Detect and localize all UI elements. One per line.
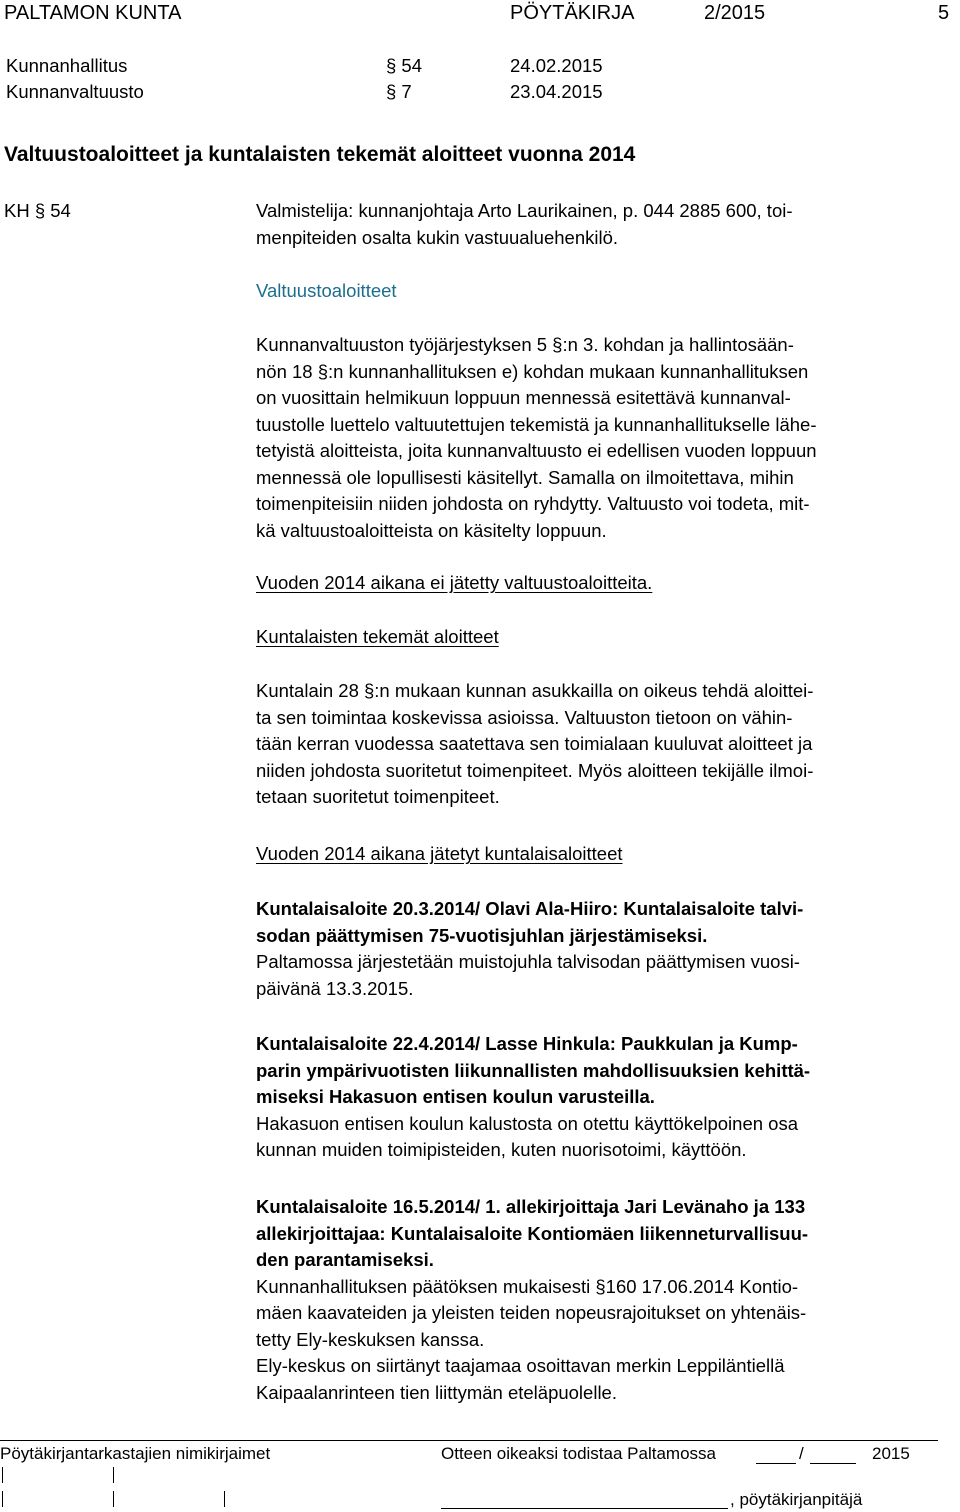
initiative-title-line: parin ympärivuotisten liikunnallisten mahdollisuuksien kehittä- xyxy=(256,1059,811,1081)
footer-month-blank xyxy=(810,1463,856,1464)
footer-certification-label: Otteen oikeaksi todistaa Paltamossa xyxy=(441,1444,716,1463)
initiative-body-line: Kaipaalanrinteen tien liittymän eteläpuolelle. xyxy=(256,1381,617,1403)
text-line: on vuosittain helmikuun loppuun mennessä esitettävä kunnanval- xyxy=(256,387,791,408)
text-line: tään kerran vuodessa saatettava sen toimialaan kuuluvat aloitteet ja xyxy=(256,733,813,754)
ref-date-1: 24.02.2015 xyxy=(510,55,603,76)
initials-mark xyxy=(113,1467,114,1483)
footer-divider xyxy=(0,1440,938,1441)
initiative-body-line: Ely-keskus on siirtänyt taajamaa osoittavan merkin Leppiläntiellä xyxy=(256,1355,785,1376)
council-initiatives-paragraph xyxy=(256,332,956,544)
text-line: menpiteiden osalta kukin vastuualuehenkilö. xyxy=(256,226,619,248)
initials-mark xyxy=(113,1491,114,1507)
initiative-title-line: den parantamiseksi. xyxy=(256,1249,434,1270)
resident-initiatives-paragraph xyxy=(256,678,956,811)
council-initiatives-note: Vuoden 2014 aikana ei jätetty valtuustoaloitteita. xyxy=(256,572,653,593)
initiative-body-line: Kunnanhallituksen päätöksen mukaisesti §160 17.06.2014 Kontio- xyxy=(256,1275,799,1297)
footer-day-blank xyxy=(756,1463,796,1464)
ref-body-2: Kunnanvaltuusto xyxy=(6,81,144,102)
ref-section-1: § 54 xyxy=(386,55,423,76)
doc-number: 2/2015 xyxy=(704,2,766,24)
initiative-body-line: kunnan muiden toimipisteiden, kuten nuorisotoimi, käyttöön. xyxy=(256,1139,747,1160)
section-heading-council-initiatives: Valtuustoaloitteet xyxy=(256,280,397,301)
text-line: ta sen toimintaa koskevissa asioissa. Valtuuston tietoon on vähin- xyxy=(256,706,793,728)
text-line: tetaan suoritetut toimenpiteet. xyxy=(256,786,500,807)
ref-section-2: § 7 xyxy=(386,81,412,102)
initials-mark xyxy=(2,1467,3,1483)
initiative-body-line: Paltamossa järjestetään muistojuhla talvisodan päättymisen vuosi- xyxy=(256,951,800,972)
document-title: Valtuustoaloitteet ja kuntalaisten tekemät aloitteet vuonna 2014 xyxy=(4,143,636,166)
text-line: Kunnanvaltuuston työjärjestyksen 5 §:n 3. kohdan ja hallintosään- xyxy=(256,334,794,355)
initiative-2 xyxy=(256,1031,956,1164)
doc-type: PÖYTÄKIRJA xyxy=(510,2,635,24)
text-line: kä valtuustoaloitteista on käsitelty loppuun. xyxy=(256,519,607,541)
kh-section-label: KH § 54 xyxy=(4,200,71,221)
initiative-body-line: mäen kaavateiden ja yleisten teiden nopeusrajoitukset on yhtenäis- xyxy=(256,1302,807,1323)
footer-year: 2015 xyxy=(872,1444,910,1463)
initiative-1 xyxy=(256,896,956,1002)
footer-signer-label: , pöytäkirjanpitäjä xyxy=(730,1490,863,1509)
text-line: tuustolle luettelo valtuutettujen tekemistä ja kunnanhallitukselle lähe- xyxy=(256,413,817,435)
preparer-paragraph xyxy=(256,198,956,251)
page-number: 5 xyxy=(938,2,950,24)
ref-body-1: Kunnanhallitus xyxy=(6,55,128,76)
text-line: Kuntalain 28 §:n mukaan kunnan asukkailla on oikeus tehdä aloittei- xyxy=(256,680,814,701)
text-line: Valmistelija: kunnanjohtaja Arto Laurikainen, p. 044 2885 600, toi- xyxy=(256,200,793,221)
initiative-title-line: Kuntalaisaloite 22.4.2014/ Lasse Hinkula: Paukkulan ja Kump- xyxy=(256,1033,798,1054)
initiative-body-line: Hakasuon entisen koulun kalustosta on otettu käyttökelpoinen osa xyxy=(256,1112,799,1134)
text-line: nön 18 §:n kunnanhallituksen e) kohdan mukaan kunnanhallituksen xyxy=(256,360,809,382)
initials-mark xyxy=(224,1491,225,1507)
initiative-title-line: Kuntalaisaloite 20.3.2014/ Olavi Ala-Hiiro: Kuntalaisaloite talvi- xyxy=(256,898,804,919)
initiative-body-line: tetty Ely-keskuksen kanssa. xyxy=(256,1328,485,1350)
footer-checkers-label: Pöytäkirjantarkastajien nimikirjaimet xyxy=(0,1444,271,1463)
initiative-3 xyxy=(256,1194,956,1406)
resident-initiatives-subheading: Vuoden 2014 aikana jätetyt kuntalaisaloitteet xyxy=(256,843,623,864)
text-line: niiden johdosta suoritetut toimenpiteet. Myös aloitteen tekijälle ilmoi- xyxy=(256,759,814,781)
text-line: toimenpiteisiin niiden johdosta on ryhdytty. Valtuusto voi todeta, mit- xyxy=(256,493,810,514)
footer-slash: / xyxy=(799,1444,804,1463)
ref-date-2: 23.04.2015 xyxy=(510,81,603,102)
initials-mark xyxy=(2,1491,3,1507)
text-line: mennessä ole lopullisesti käsitellyt. Samalla on ilmoitettava, mihin xyxy=(256,466,794,488)
org-name: PALTAMON KUNTA xyxy=(4,2,182,24)
section-heading-resident-initiatives: Kuntalaisten tekemät aloitteet xyxy=(256,626,499,647)
initiative-title-line: sodan päättymisen 75-vuotisjuhlan järjestämiseksi. xyxy=(256,924,708,946)
signature-line xyxy=(441,1508,728,1509)
initiative-title-line: miseksi Hakasuon entisen koulun varusteilla. xyxy=(256,1086,655,1107)
text-line: tetyistä aloitteista, joita kunnanvaltuusto ei edellisen vuoden loppuun xyxy=(256,440,817,461)
initiative-body-line: päivänä 13.3.2015. xyxy=(256,977,414,999)
initiative-title-line: allekirjoittajaa: Kuntalaisaloite Kontiomäen liikenneturvallisuu- xyxy=(256,1222,809,1244)
initiative-title-line: Kuntalaisaloite 16.5.2014/ 1. allekirjoittaja Jari Levänaho ja 133 xyxy=(256,1196,806,1217)
